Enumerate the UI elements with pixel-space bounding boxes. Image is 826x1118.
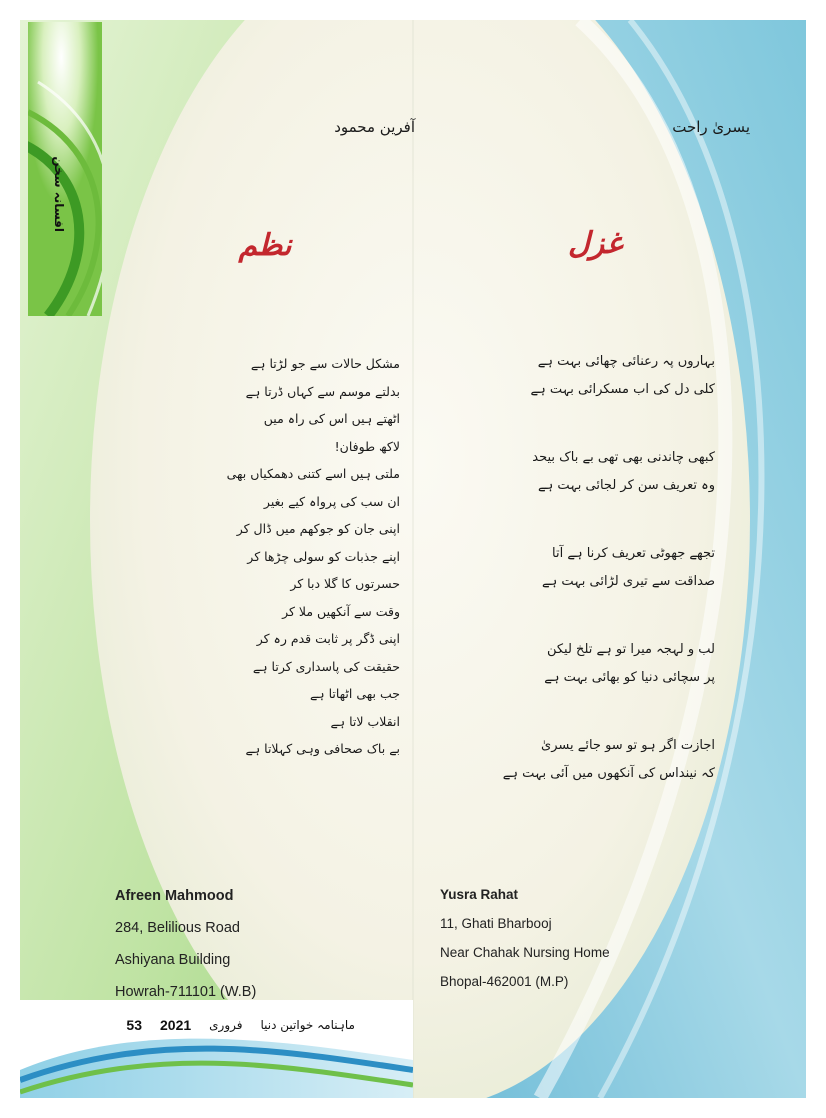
footer-bar	[20, 1012, 413, 1038]
nazm-line: انقلاب لاتا ہے	[330, 713, 400, 729]
ghazal-line: تجھے جھوٹی تعریف کرنا ہے آتا	[552, 546, 715, 561]
nazm-line: ملتی ہیں اسے کتنی دھمکیاں بھی	[226, 466, 400, 481]
page-number: 53	[126, 1017, 142, 1033]
ghazal-lines	[450, 348, 715, 788]
ghazal-line: وہ تعریف سن کر لجائی بہت ہے	[538, 478, 715, 493]
ghazal-title: غزل	[567, 226, 623, 261]
nazm-title: نظم	[238, 228, 292, 263]
nazm-line: بدلتے موسم سے کہاں ڈرتا ہے	[245, 383, 400, 399]
nazm-lines	[170, 350, 400, 763]
nazm-line: اپنی جان کو جوکھم میں ڈال کر	[236, 521, 400, 536]
nazm-line: مشکل حالات سے جو لڑتا ہے	[250, 356, 400, 371]
nazm-line: ان سب کی پرواہ کیے بغیر	[263, 493, 400, 509]
ghazal-poet-address	[440, 880, 610, 996]
ghazal-line: پر سچائی دنیا کو بھائی بہت ہے	[544, 670, 715, 685]
address-line: Howrah-711101 (W.B)	[115, 984, 257, 1000]
ghazal-line: کبھی چاندنی بھی تھی بے باک بیحد	[532, 450, 715, 465]
nazm-line: بے باک صحافی وہی کہلاتا ہے	[245, 741, 400, 756]
ghazal-line: لب و لہجہ میرا تو ہے تلخ لیکن	[546, 642, 715, 657]
page-footer	[20, 1000, 413, 1098]
ghazal-line: بہاروں پہ رعنائی چھائی بہت ہے	[537, 354, 715, 369]
issue-year: 2021	[160, 1017, 192, 1033]
ghazal-poet-name: یسریٰ راحت	[672, 118, 750, 136]
nazm-line: حسرتوں کا گلا دبا کر	[290, 576, 400, 591]
address-name: Yusra Rahat	[440, 887, 519, 902]
address-line: 11, Ghati Bharbooj	[440, 916, 552, 931]
nazm-line: حقیقت کی پاسداری کرتا ہے	[252, 658, 400, 674]
address-line: Ashiyana Building	[115, 952, 231, 968]
nazm-line: اٹھتے ہیں اس کی راہ میں	[263, 411, 400, 426]
address-line: Bhopal-462001 (M.P)	[440, 974, 569, 989]
issue-month: فروری	[209, 1018, 243, 1032]
section-label-text: افسانہ سخن	[52, 156, 66, 232]
ghazal-line: کہ نینداس کی آنکھوں میں آئی بہت ہے	[502, 766, 715, 781]
section-label-panel	[28, 22, 102, 316]
nazm-line: وقت سے آنکھیں ملا کر	[282, 603, 400, 619]
nazm-line: اپنی ڈگر پر ثابت قدم رہ کر	[256, 631, 400, 646]
ghazal-line: کلی دل کی اب مسکرائی بہت ہے	[530, 382, 715, 397]
nazm-line: لاکھ طوفان!	[334, 438, 400, 454]
address-line: Near Chahak Nursing Home	[440, 945, 610, 960]
magazine-title: ماہنامہ خواتین دنیا	[260, 1018, 355, 1032]
address-name: Afreen Mahmood	[115, 888, 234, 904]
ghazal-line: اجازت اگر ہو تو سو جائے یسریٰ	[541, 738, 715, 753]
nazm-line: جب بھی اٹھاتا ہے	[309, 686, 400, 701]
nazm-poet-address	[115, 880, 256, 1008]
ghazal-line: صداقت سے تیری لڑائی بہت ہے	[542, 574, 715, 589]
nazm-poet-name: آفرین محمود	[334, 118, 415, 136]
address-line: 284, Belilious Road	[115, 920, 240, 936]
nazm-line: اپنے جذبات کو سولی چڑھا کر	[247, 548, 400, 564]
